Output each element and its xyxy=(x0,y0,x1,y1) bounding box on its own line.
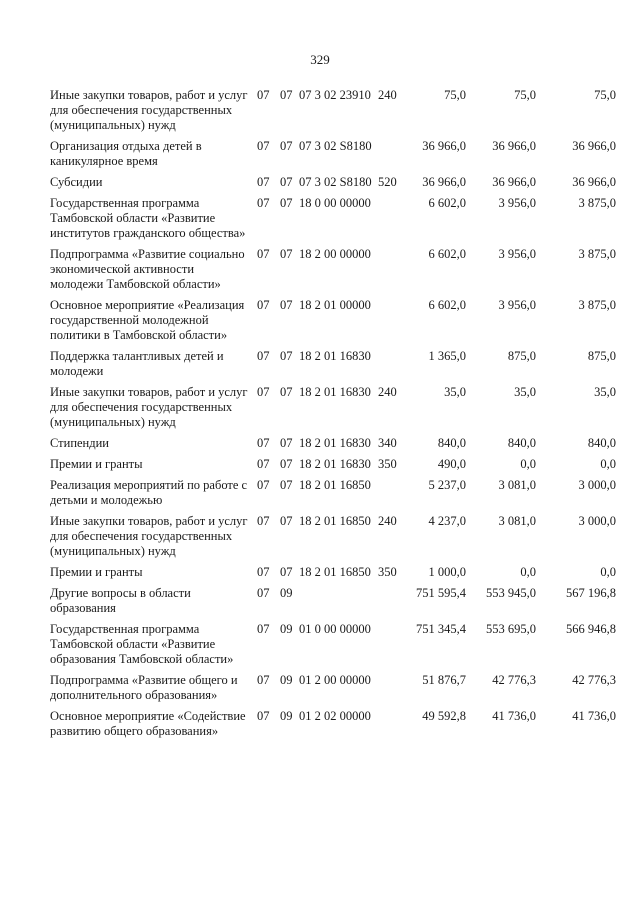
row-name: Организация отдыха детей в каникулярное время xyxy=(50,139,202,168)
row-name: Субсидии xyxy=(50,175,103,189)
row-v1: 751 345,4 xyxy=(416,622,466,636)
table-row xyxy=(50,196,616,241)
row-name: Другие вопросы в области образования xyxy=(50,586,191,615)
row-pr: 07 xyxy=(280,175,293,189)
row-vr: 520 xyxy=(378,175,397,189)
table-row xyxy=(50,247,616,292)
row-pr: 09 xyxy=(280,586,293,600)
row-pr: 07 xyxy=(280,349,293,363)
row-v2: 3 956,0 xyxy=(498,247,536,261)
row-v2: 75,0 xyxy=(514,88,536,102)
row-rz: 07 xyxy=(257,298,270,312)
row-v2: 553 945,0 xyxy=(486,586,536,600)
row-csr: 01 2 00 00000 xyxy=(299,673,371,687)
row-rz: 07 xyxy=(257,457,270,471)
row-v1: 36 966,0 xyxy=(422,175,466,189)
row-v2: 3 956,0 xyxy=(498,196,536,210)
table-row xyxy=(50,139,616,169)
row-name: Премии и гранты xyxy=(50,565,143,579)
row-v3: 41 736,0 xyxy=(572,709,616,723)
row-rz: 07 xyxy=(257,478,270,492)
row-v3: 36 966,0 xyxy=(572,175,616,189)
row-pr: 07 xyxy=(280,478,293,492)
row-name: Реализация мероприятий по работе с детьми и молодежью xyxy=(50,478,248,507)
row-v1: 6 602,0 xyxy=(428,247,466,261)
row-pr: 07 xyxy=(280,565,293,579)
row-v3: 840,0 xyxy=(587,436,616,450)
table-row xyxy=(50,565,616,580)
row-v2: 0,0 xyxy=(520,457,536,471)
row-v1: 5 237,0 xyxy=(428,478,466,492)
row-v1: 4 237,0 xyxy=(428,514,466,528)
row-csr: 18 0 00 00000 xyxy=(299,196,371,210)
row-pr: 09 xyxy=(280,709,293,723)
row-v3: 0,0 xyxy=(600,457,616,471)
row-rz: 07 xyxy=(257,196,270,210)
row-csr: 18 2 01 16830 xyxy=(299,349,371,363)
row-v2: 41 736,0 xyxy=(492,709,536,723)
row-name: Иные закупки товаров, работ и услуг для обеспечения государственных (муниципальных) нужд xyxy=(50,385,248,429)
row-name: Государственная программа Тамбовской области «Развитие образования Тамбовской области» xyxy=(50,622,234,666)
table-row xyxy=(50,709,616,739)
row-csr: 18 2 01 16830 xyxy=(299,385,371,399)
row-v2: 42 776,3 xyxy=(492,673,536,687)
row-csr: 18 2 01 16850 xyxy=(299,565,371,579)
row-v1: 36 966,0 xyxy=(422,139,466,153)
row-v2: 875,0 xyxy=(507,349,536,363)
row-csr: 01 0 00 00000 xyxy=(299,622,371,636)
row-pr: 07 xyxy=(280,514,293,528)
row-v1: 840,0 xyxy=(437,436,466,450)
row-name: Государственная программа Тамбовской области «Развитие институтов гражданского общества» xyxy=(50,196,246,240)
row-name: Иные закупки товаров, работ и услуг для обеспечения государственных (муниципальных) нужд xyxy=(50,514,248,558)
row-v1: 751 595,4 xyxy=(416,586,466,600)
row-vr: 240 xyxy=(378,385,397,399)
row-v2: 3 081,0 xyxy=(498,478,536,492)
row-pr: 07 xyxy=(280,88,293,102)
row-csr: 18 2 01 16830 xyxy=(299,436,371,450)
row-csr: 18 2 01 16850 xyxy=(299,514,371,528)
row-name: Премии и гранты xyxy=(50,457,143,471)
row-v2: 36 966,0 xyxy=(492,175,536,189)
table-row xyxy=(50,436,616,451)
row-v1: 6 602,0 xyxy=(428,196,466,210)
budget-table xyxy=(50,88,616,745)
row-vr: 240 xyxy=(378,88,397,102)
row-v2: 3 956,0 xyxy=(498,298,536,312)
row-rz: 07 xyxy=(257,139,270,153)
row-rz: 07 xyxy=(257,175,270,189)
row-v3: 42 776,3 xyxy=(572,673,616,687)
row-v3: 36 966,0 xyxy=(572,139,616,153)
row-v3: 875,0 xyxy=(587,349,616,363)
row-v3: 3 875,0 xyxy=(578,298,616,312)
table-row xyxy=(50,514,616,559)
row-rz: 07 xyxy=(257,586,270,600)
table-row xyxy=(50,478,616,508)
row-vr: 240 xyxy=(378,514,397,528)
row-v2: 840,0 xyxy=(507,436,536,450)
row-v1: 6 602,0 xyxy=(428,298,466,312)
row-v1: 51 876,7 xyxy=(422,673,466,687)
row-v2: 3 081,0 xyxy=(498,514,536,528)
row-pr: 09 xyxy=(280,622,293,636)
row-rz: 07 xyxy=(257,436,270,450)
row-v2: 36 966,0 xyxy=(492,139,536,153)
table-row xyxy=(50,175,616,190)
row-v3: 3 875,0 xyxy=(578,247,616,261)
row-rz: 07 xyxy=(257,514,270,528)
row-pr: 07 xyxy=(280,247,293,261)
row-rz: 07 xyxy=(257,88,270,102)
row-v3: 566 946,8 xyxy=(566,622,616,636)
table-row xyxy=(50,457,616,472)
row-name: Основное мероприятие «Реализация государственной молодежной политики в Тамбовской области» xyxy=(50,298,245,342)
row-v1: 49 592,8 xyxy=(422,709,466,723)
row-csr: 07 3 02 S8180 xyxy=(299,139,372,153)
row-rz: 07 xyxy=(257,349,270,363)
table-row xyxy=(50,673,616,703)
table-row xyxy=(50,586,616,616)
table-row xyxy=(50,298,616,343)
row-csr: 18 2 01 16850 xyxy=(299,478,371,492)
page-number: 329 xyxy=(310,52,330,67)
row-v3: 3 875,0 xyxy=(578,196,616,210)
row-name: Основное мероприятие «Содействие развитию общего образования» xyxy=(50,709,246,738)
row-pr: 07 xyxy=(280,385,293,399)
row-vr: 350 xyxy=(378,457,397,471)
row-csr: 01 2 02 00000 xyxy=(299,709,371,723)
row-pr: 07 xyxy=(280,298,293,312)
row-v3: 3 000,0 xyxy=(578,514,616,528)
row-rz: 07 xyxy=(257,673,270,687)
table-row xyxy=(50,622,616,667)
row-rz: 07 xyxy=(257,385,270,399)
table-row xyxy=(50,385,616,430)
row-name: Подпрограмма «Развитие социально экономической активности молодежи Тамбовской области» xyxy=(50,247,245,291)
row-name: Поддержка талантливых детей и молодежи xyxy=(50,349,224,378)
row-rz: 07 xyxy=(257,247,270,261)
row-v2: 35,0 xyxy=(514,385,536,399)
row-rz: 07 xyxy=(257,565,270,579)
row-csr: 07 3 02 23910 xyxy=(299,88,371,102)
row-csr: 18 2 01 00000 xyxy=(299,298,371,312)
row-v1: 1 365,0 xyxy=(428,349,466,363)
row-rz: 07 xyxy=(257,709,270,723)
row-v3: 3 000,0 xyxy=(578,478,616,492)
row-pr: 07 xyxy=(280,139,293,153)
row-pr: 09 xyxy=(280,673,293,687)
row-v3: 0,0 xyxy=(600,565,616,579)
row-pr: 07 xyxy=(280,457,293,471)
row-name: Иные закупки товаров, работ и услуг для обеспечения государственных (муниципальных) нужд xyxy=(50,88,248,132)
row-csr: 07 3 02 S8180 xyxy=(299,175,372,189)
row-csr: 18 2 00 00000 xyxy=(299,247,371,261)
row-v3: 75,0 xyxy=(594,88,616,102)
row-name: Стипендии xyxy=(50,436,109,450)
row-vr: 340 xyxy=(378,436,397,450)
row-v3: 35,0 xyxy=(594,385,616,399)
row-v1: 35,0 xyxy=(444,385,466,399)
row-rz: 07 xyxy=(257,622,270,636)
row-pr: 07 xyxy=(280,436,293,450)
row-name: Подпрограмма «Развитие общего и дополнительного образования» xyxy=(50,673,238,702)
table-row xyxy=(50,349,616,379)
row-csr: 18 2 01 16830 xyxy=(299,457,371,471)
row-v2: 0,0 xyxy=(520,565,536,579)
row-v1: 490,0 xyxy=(437,457,466,471)
row-v1: 1 000,0 xyxy=(428,565,466,579)
row-v2: 553 695,0 xyxy=(486,622,536,636)
row-v1: 75,0 xyxy=(444,88,466,102)
row-pr: 07 xyxy=(280,196,293,210)
row-v3: 567 196,8 xyxy=(566,586,616,600)
row-vr: 350 xyxy=(378,565,397,579)
table-row xyxy=(50,88,616,133)
